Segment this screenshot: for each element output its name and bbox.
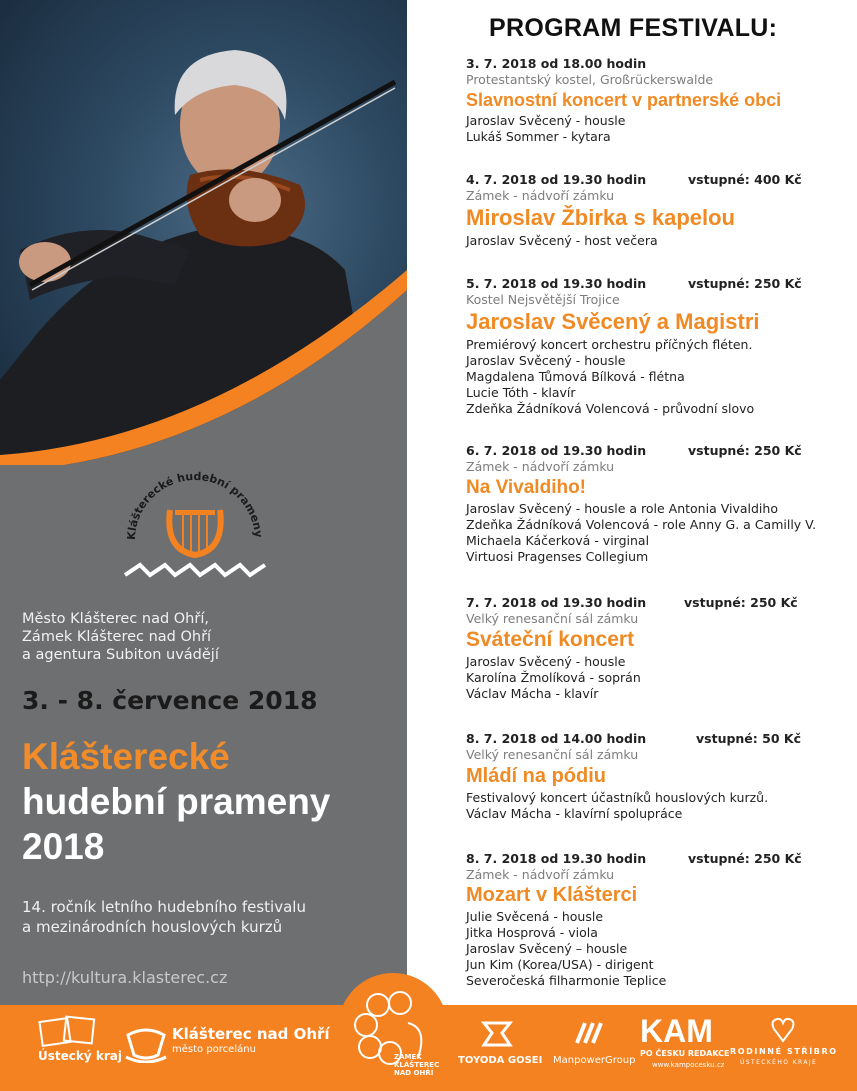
festival-title-line3: 2018 bbox=[22, 826, 105, 867]
event-venue: Zámek - nádvoří zámku bbox=[466, 188, 615, 203]
porcelain-cup-icon bbox=[124, 1027, 168, 1063]
event-performer: Julie Svěcená - housle bbox=[466, 909, 604, 924]
event-2 bbox=[466, 172, 836, 249]
toyoda-icon bbox=[480, 1019, 514, 1049]
kam-logo: KAM bbox=[640, 1013, 713, 1049]
event-performer: Severočeská filharmonie Teplice bbox=[466, 973, 667, 988]
kam-sublabel: PO ČESKU REDAKCE bbox=[640, 1049, 730, 1058]
event-7 bbox=[466, 851, 836, 989]
event-performer: Václav Mácha - klavír bbox=[466, 686, 599, 701]
event-venue: Zámek - nádvoří zámku bbox=[466, 459, 615, 474]
klasterec-sublabel: město porcelánu bbox=[172, 1044, 256, 1055]
event-3 bbox=[466, 276, 836, 417]
organizer-text bbox=[22, 610, 219, 664]
event-venue: Protestantský kostel, Großrückerswalde bbox=[466, 72, 714, 87]
event-date: 6. 7. 2018 od 19.30 hodin bbox=[466, 443, 647, 458]
toyoda-label: TOYODA GOSEI bbox=[458, 1055, 543, 1066]
left-panel bbox=[0, 0, 407, 1005]
heart-icon bbox=[770, 1015, 796, 1045]
festival-title-line1: Klášterecké bbox=[22, 736, 230, 777]
event-date: 7. 7. 2018 od 19.30 hodin bbox=[466, 595, 647, 610]
manpower-label: ManpowerGroup bbox=[553, 1055, 636, 1066]
violinist-photo bbox=[0, 0, 407, 465]
website-link[interactable]: http://kultura.klasterec.cz bbox=[22, 968, 228, 987]
event-performer: Jaroslav Svěcený - housle bbox=[466, 113, 626, 128]
event-6 bbox=[466, 731, 836, 822]
rodinne-sublabel: ÚSTECKÉHO KRAJE bbox=[740, 1059, 818, 1066]
organizer-line: Zámek Klášterec nad Ohří bbox=[22, 629, 212, 645]
event-title: Jaroslav Svěcený a Magistri bbox=[466, 309, 760, 334]
event-1 bbox=[466, 56, 836, 145]
event-performer: Jaroslav Svěcený - host večera bbox=[466, 233, 658, 248]
event-venue: Velký renesanční sál zámku bbox=[466, 747, 639, 762]
program-heading: PROGRAM FESTIVALU: bbox=[489, 14, 778, 42]
klasterec-label: Klášterec nad Ohří bbox=[172, 1025, 330, 1043]
event-performer: Václav Mácha - klavírní spolupráce bbox=[466, 806, 683, 821]
event-performer: Jitka Hosprová - viola bbox=[466, 925, 598, 940]
event-date: 3. 7. 2018 od 18.00 hodin bbox=[466, 56, 647, 71]
event-title: Miroslav Žbirka s kapelou bbox=[466, 205, 735, 230]
event-performer: Premiérový koncert orchestru příčných fléten. bbox=[466, 337, 753, 352]
event-title: Mozart v Klášterci bbox=[466, 884, 638, 906]
event-performer: Lukáš Sommer - kytara bbox=[466, 129, 611, 144]
event-5 bbox=[466, 595, 836, 702]
event-title: Na Vivaldiho! bbox=[466, 477, 587, 498]
ustecky-kraj-label: Ústecký kraj bbox=[38, 1049, 122, 1063]
event-performer: Jaroslav Svěcený – housle bbox=[466, 941, 628, 956]
rodinne-label: RODINNÉ STŘÍBRO bbox=[730, 1047, 838, 1056]
event-price: vstupné: 250 Kč bbox=[684, 595, 798, 610]
festival-title-line2: hudební prameny bbox=[22, 781, 331, 822]
subtitle-line: 14. ročník letního hudebního festivalu bbox=[22, 898, 306, 916]
event-price: vstupné: 50 Kč bbox=[696, 731, 801, 746]
event-performer: Zdeňka Žádníková Volencová - průvodní slovo bbox=[466, 401, 755, 416]
event-title: Slavnostní koncert v partnerské obci bbox=[466, 90, 782, 110]
event-venue: Velký renesanční sál zámku bbox=[466, 611, 639, 626]
sponsor-bar bbox=[0, 1005, 857, 1091]
event-performer: Jaroslav Svěcený - housle bbox=[466, 654, 626, 669]
festival-logo bbox=[115, 470, 275, 590]
ustecky-kraj-logo bbox=[40, 1015, 100, 1047]
logo-text: Klášterecké hudební prameny bbox=[124, 470, 266, 541]
festival-dates: 3. - 8. července 2018 bbox=[22, 686, 318, 715]
event-date: 8. 7. 2018 od 19.30 hodin bbox=[466, 851, 647, 866]
event-date: 8. 7. 2018 od 14.00 hodin bbox=[466, 731, 647, 746]
violinist-illustration bbox=[0, 0, 407, 465]
kam-url: www.kampocesku.cz bbox=[652, 1061, 725, 1069]
subtitle-line: a mezinárodních houslových kurzů bbox=[22, 918, 283, 936]
event-performer: Virtuosi Pragenses Collegium bbox=[466, 549, 649, 564]
event-title: Mládí na pódiu bbox=[466, 765, 606, 787]
event-price: vstupné: 250 Kč bbox=[688, 443, 802, 458]
event-venue: Kostel Nejsvětější Trojice bbox=[466, 292, 620, 307]
zamek-label: ZÁMEK KLÁŠTEREC NAD OHŘÍ bbox=[394, 1053, 440, 1077]
event-price: vstupné: 250 Kč bbox=[688, 276, 802, 291]
festival-title bbox=[22, 734, 330, 869]
organizer-line: a agentura Subiton uvádějí bbox=[22, 647, 219, 663]
festival-subtitle bbox=[22, 897, 306, 937]
event-performer: Festivalový koncert účastníků houslových kurzů. bbox=[466, 790, 769, 805]
event-performer: Jaroslav Svěcený - housle a role Antonia Vivaldiho bbox=[466, 501, 778, 516]
event-performer: Karolína Žmolíková - soprán bbox=[466, 670, 641, 685]
event-date: 4. 7. 2018 od 19.30 hodin bbox=[466, 172, 647, 187]
event-title: Sváteční koncert bbox=[466, 628, 635, 651]
event-performer: Jaroslav Svěcený - housle bbox=[466, 353, 626, 368]
event-performer: Magdalena Tůmová Bílková - flétna bbox=[466, 369, 685, 384]
event-4 bbox=[466, 443, 836, 565]
event-venue: Zámek - nádvoří zámku bbox=[466, 867, 615, 882]
event-date: 5. 7. 2018 od 19.30 hodin bbox=[466, 276, 647, 291]
event-performer: Zdeňka Žádníková Volencová - role Anny G. a Camilly V. bbox=[466, 517, 817, 532]
event-performer: Jun Kim (Korea/USA) - dirigent bbox=[466, 957, 654, 972]
event-performer: Michaela Káčerková - virginal bbox=[466, 533, 650, 548]
event-price: vstupné: 250 Kč bbox=[688, 851, 802, 866]
event-price: vstupné: 400 Kč bbox=[688, 172, 802, 187]
manpower-icon bbox=[573, 1019, 607, 1049]
svg-text:Klášterecké hudební prameny bbox=[125, 470, 265, 540]
organizer-line: Město Klášterec nad Ohří, bbox=[22, 611, 209, 627]
event-performer: Lucie Tóth - klavír bbox=[466, 385, 576, 400]
